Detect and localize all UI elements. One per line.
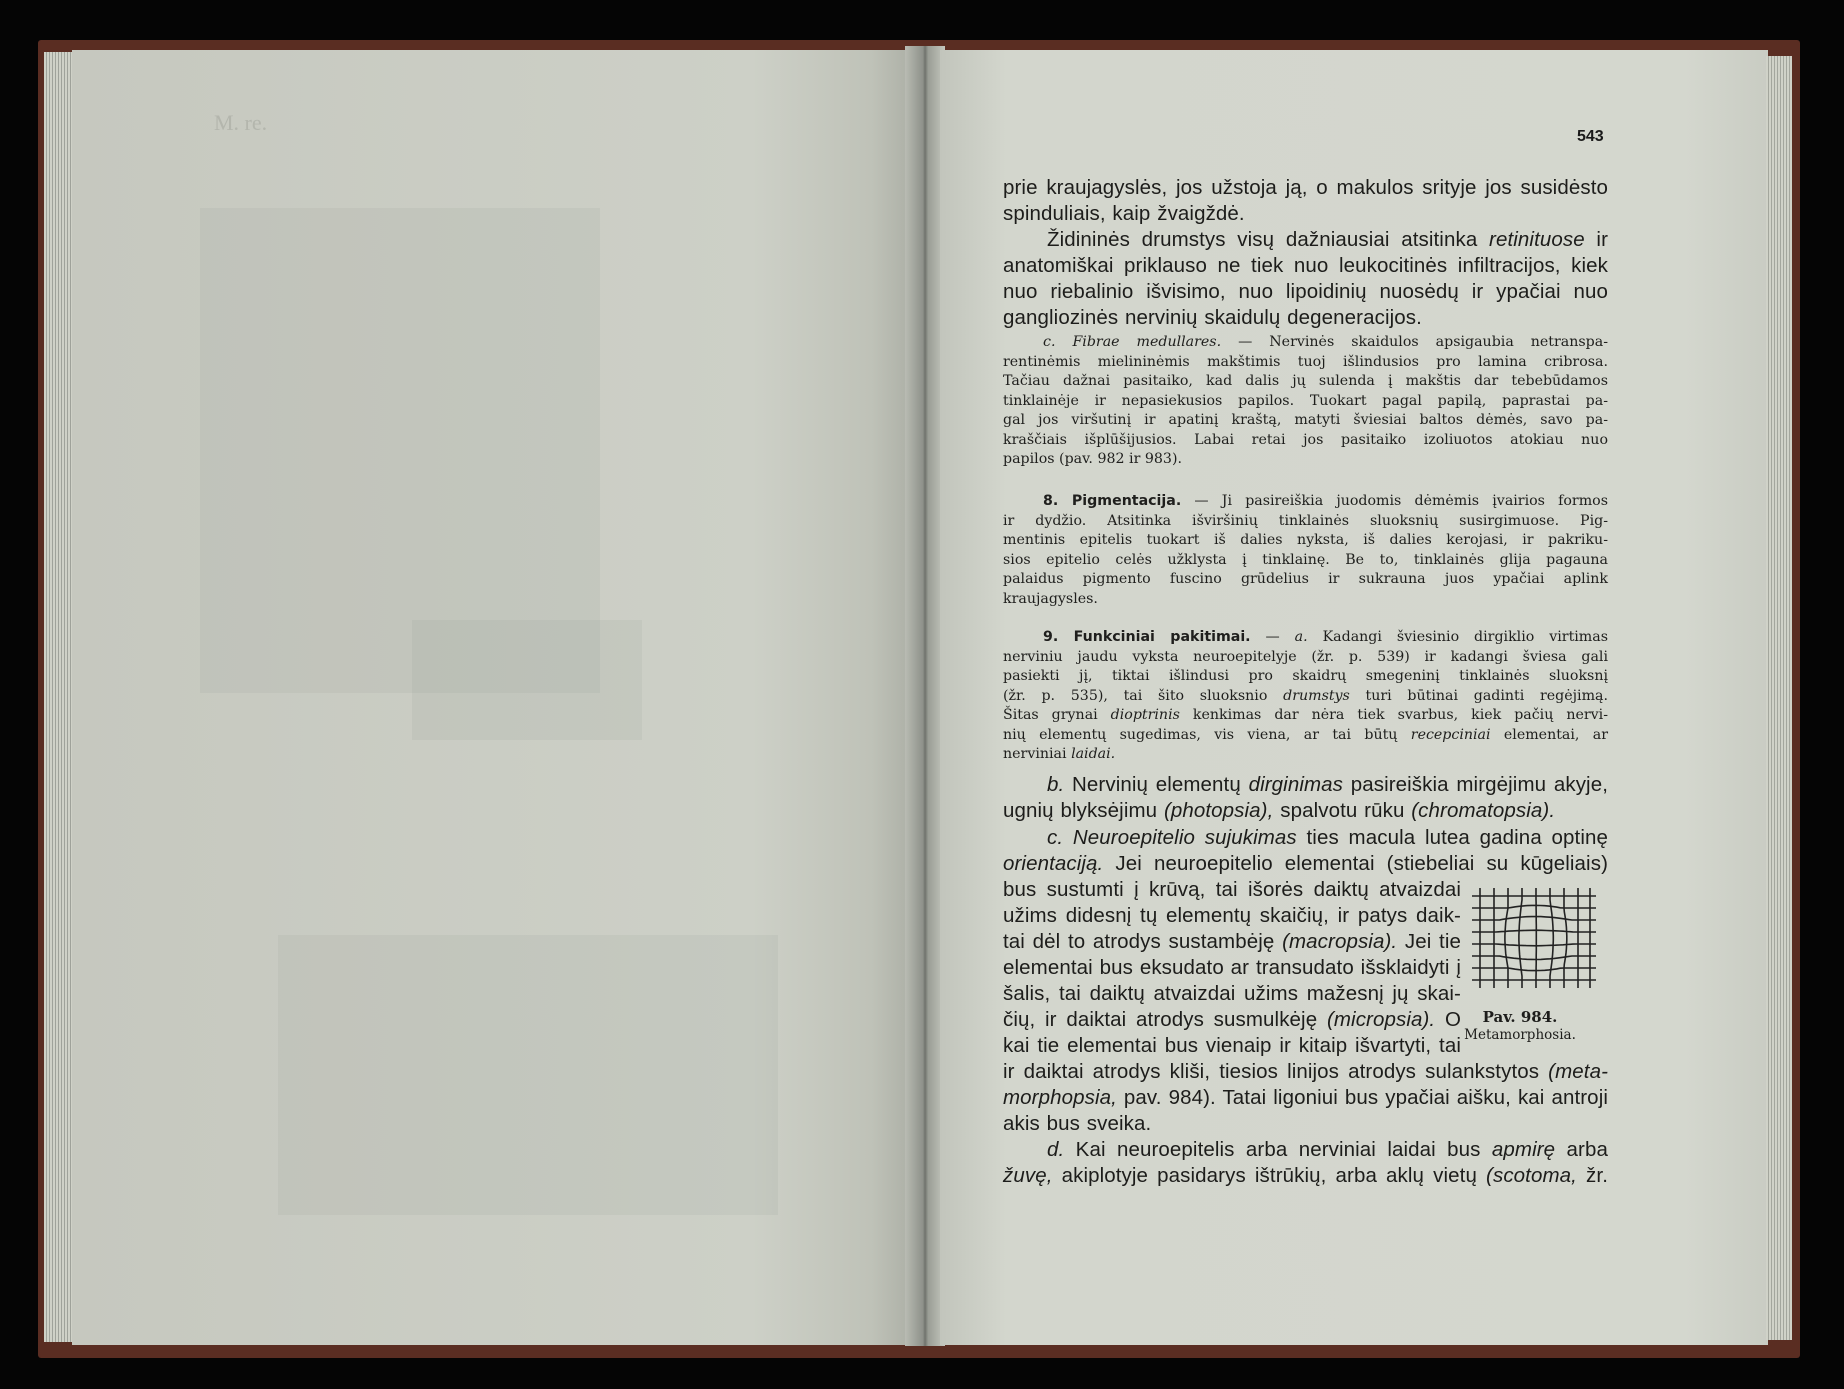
bleed-through-block	[278, 935, 778, 1215]
text-line: Tačiau dažnai pasitaiko, kad dalis jų sulenda į makštis dar tebebūdamos	[1003, 373, 1608, 389]
text-line: prie kraujagyslės, jos užstoja ją, o makulos srityje jos susidėsto	[1003, 176, 1608, 199]
text-line: rentinėmis mielininėmis makštimis tuoj išlindusios pro lamina cribrosa.	[1003, 353, 1608, 370]
paragraph-zidinines-drumstys	[1003, 227, 1608, 331]
text-line: orientaciją. Jei neuroepitelio elementai (stiebeliai su kūgeliais)	[1003, 852, 1608, 875]
left-page	[72, 50, 922, 1345]
figure-number: Pav. 984.	[1482, 1008, 1558, 1026]
paragraph-funkciniai-pakitimai	[1003, 628, 1608, 765]
text-line: 8. Pigmentacija. — Ji pasireiškia juodomis dėmėmis įvairios formos	[1043, 493, 1608, 509]
text-line: žuvę, akiplotyje pasidarys ištrūkių, arba aklų vietų (scotoma, žr.	[1003, 1164, 1608, 1187]
text-line: nuo riebalinio išvisimo, nuo lipoidinių nuosėdų ir ypačiai nuo	[1003, 280, 1608, 303]
text-line: 9. Funkciniai pakitimai. — a. Kadangi šviesinio dirgiklio virtimas	[1043, 629, 1608, 645]
left-page-edges	[44, 52, 74, 1342]
paragraph-pigmentacija	[1003, 492, 1608, 609]
bleed-through-block	[412, 620, 642, 740]
text-line: Šitas grynai dioptrinis kenkimas dar nėra tiek svarbus, kiek pačių nervi-	[1003, 707, 1608, 723]
text-line: elementai bus eksudato ar transudato išsklaidyti į	[1003, 956, 1461, 979]
figure-caption	[1440, 1008, 1600, 1044]
text-line: tinklainėje ir nepasiekusios papilos. Tuokart pagal papilą, paprastai pa-	[1003, 392, 1608, 409]
metamorphosia-grid-figure	[1472, 888, 1598, 992]
paragraph-neuroepitelio-sujukimas	[1003, 825, 1608, 877]
grid-line	[1505, 888, 1508, 988]
paragraph-metamorphosia-tail	[1003, 1059, 1608, 1137]
paragraph-fibrae-medullares	[1003, 333, 1608, 470]
text-line: ir dydžio. Atsitinka išviršinių tinklainės sluoksnių susirgimuose. Pig-	[1003, 512, 1608, 529]
text-line: čių, ir daiktai atrodys susmulkėję (micropsia). O	[1003, 1008, 1461, 1031]
paragraph-metamorphosia-wrap	[1003, 877, 1461, 1059]
text-line: b. Nervinių elementų dirginimas pasireiškia mirgėjimu akyje,	[1047, 773, 1608, 796]
grid-line	[1550, 888, 1553, 988]
page-number: 543	[1577, 128, 1604, 145]
text-line: šalis, tai daiktų atvaizdai užims mažesnį jų skai-	[1003, 982, 1461, 1005]
text-line: kraščiais išplūšijusios. Labai retai jos pasitaiko izoliuotos atokiau nuo	[1003, 431, 1608, 448]
text-line: papilos (pav. 982 ir 983).	[1003, 451, 1182, 467]
text-line: c. Neuroepitelio sujukimas ties macula lutea gadina optinę	[1047, 826, 1609, 849]
text-line: sios epitelio celės užklysta į tinklainę. Be to, tinklainės glija pagauna	[1003, 551, 1608, 568]
text-line: morphopsia, pav. 984). Tatai ligoniui bus ypačiai aišku, kai antroji	[1003, 1086, 1608, 1109]
grid-line	[1564, 888, 1567, 988]
text-line: mentinis epitelis tuokart iš dalies nyksta, iš dalies kerojasi, ir pakriku-	[1003, 532, 1608, 548]
text-line: akis bus sveika.	[1003, 1112, 1152, 1135]
grid-line	[1519, 888, 1522, 988]
text-line: palaidus pigmento fuscino grūdelius ir sukrauna juos ypačiai aplink	[1003, 571, 1608, 587]
text-line: pasiekti jį, tiktai išlindusi pro skaidrų smegeninį tinklainės sluoksnį	[1003, 668, 1608, 684]
text-line: anatomiškai priklauso ne tiek nuo leukocitinės infiltracijos, kiek	[1003, 254, 1608, 277]
text-line: ir daiktai atrodys kliši, tiesios linijos atrodys sulankstytos (meta-	[1003, 1060, 1608, 1083]
text-line: tai dėl to atrodys sustambėję (macropsia). Jei tie	[1003, 930, 1461, 953]
text-line: nerviniai laidai.	[1003, 746, 1116, 762]
book-gutter	[905, 46, 945, 1346]
text-line: spinduliais, kaip žvaigždė.	[1003, 202, 1245, 225]
text-line: Židininės drumstys visų dažniausiai atsitinka retinituose ir	[1047, 228, 1608, 251]
figure-title: Metamorphosia.	[1464, 1027, 1576, 1043]
text-line: nių elementų sugedimas, vis viena, ar tai būtų recepciniai elementai, ar	[1003, 726, 1608, 743]
text-line: kai tie elementai bus vienaip ir kitaip išvartyti, tai	[1003, 1034, 1461, 1057]
text-line: ugnių blyksėjimu (photopsia), spalvotu rūku (chromatopsia).	[1003, 799, 1556, 822]
text-line: bus sustumti į krūvą, tai išorės daiktų atvaizdai	[1003, 878, 1461, 901]
text-line: gangliozinės nervinių skaidulų degeneracijos.	[1003, 306, 1422, 329]
paragraph-scotoma	[1003, 1137, 1608, 1189]
text-line: kraujagysles.	[1003, 590, 1098, 607]
text-line: nerviniu jaudu vyksta neuroepitelyje (žr. p. 539) ir kadangi šviesa gali	[1003, 648, 1608, 665]
paragraph-dirginimas	[1003, 772, 1608, 824]
text-line: (žr. p. 535), tai šito sluoksnio drumstys turi būtinai gadinti regėjimą.	[1003, 687, 1609, 704]
paragraph-makula	[1003, 175, 1608, 227]
text-line: d. Kai neuroepitelis arba nerviniai laidai bus apmirę arba	[1047, 1138, 1608, 1161]
right-page-edges	[1766, 56, 1792, 1340]
text-line: c. Fibrae medullares. — Nervinės skaidulos apsigaubia netranspa-	[1043, 334, 1608, 350]
left-page-header-ghost: M. re.	[214, 110, 268, 135]
text-line: gal jos viršutinį ir apatinį kraštą, matyti šviesiai baltos dėmės, savo pa-	[1003, 412, 1608, 428]
text-line: užims didesnį tų elementų skaičių, ir patys daik-	[1003, 904, 1461, 927]
